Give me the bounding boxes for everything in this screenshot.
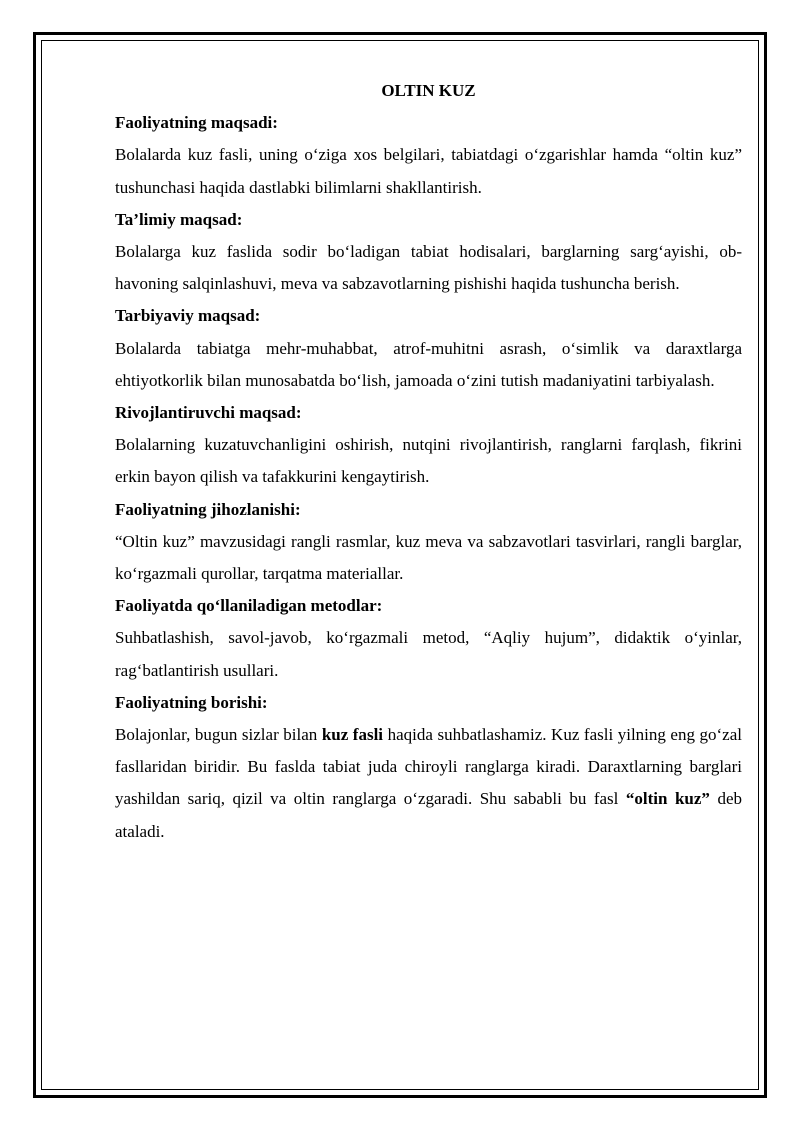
section-heading-developmental: Rivojlantiruvchi maqsad: [115,403,302,423]
section-heading-goal: Faoliyatning maqsadi: [115,113,278,133]
section-heading-process: Faoliyatning borishi: [115,692,268,712]
section-heading-equipment: Faoliyatning jihozlanishi: [115,499,301,519]
process-text-part3: deb ataladi. [115,789,742,841]
process-text-part2: haqida suhbatlashamiz. Kuz fasli yilning eng go‘zal fasllaridan biridir. Bu faslda tabiat juda chiroyli ranglarga kiradi. Daraxtlarning barglari yashildan sariq, qizil va oltin ranglarga o‘zgaradi. Shu sababli bu fasl [115,725,742,809]
document-title: OLTIN KUZ [381,81,476,100]
section-text-educational: Bolalarga kuz faslida sodir bo‘ladigan tabiat hodisalari, barglarning sarg‘ayishi, ob-havoning salqinlashuvi, meva va sabzavotlarning pishishi haqida tushuncha berish. [115,242,742,294]
document-body [115,75,742,848]
section-text-upbringing: Bolalarda tabiatga mehr-muhabbat, atrof-muhitni asrash, o‘simlik va daraxtlarga ehtiyotkorlik bilan munosabatda bo‘lish, jamoada o‘zini tutish madaniyatini tarbiyalash. [115,338,742,390]
process-bold-golden-autumn: “oltin kuz” [625,789,710,809]
process-bold-autumn: kuz fasli [321,725,384,745]
process-text-part1: Bolajonlar, bugun sizlar bilan [115,725,322,745]
section-text-methods: Suhbatlashish, savol-javob, ko‘rgazmali metod, “Aqliy hujum”, didaktik o‘yinlar, rag‘batlantirish usullari. [115,628,742,680]
section-text-goal: Bolalarda kuz fasli, uning o‘ziga xos belgilari, tabiatdagi o‘zgarishlar hamda “oltin kuz” tushunchasi haqida dastlabki bilimlarni shakllantirish. [115,145,742,197]
section-text-equipment: “Oltin kuz” mavzusidagi rangli rasmlar, kuz meva va sabzavotlari tasvirlari, rangli barglar, ko‘rgazmali qurollar, tarqatma materiallar. [115,531,742,584]
section-text-process [115,719,742,848]
section-heading-educational: Ta’limiy maqsad: [115,209,243,229]
section-heading-upbringing: Tarbiyaviy maqsad: [115,306,261,326]
section-text-developmental: Bolalarning kuzatuvchanligini oshirish, nutqini rivojlantirish, ranglarni farqlash, fikrini erkin bayon qilish va tafakkurini kengaytirish. [115,435,742,487]
section-heading-methods: Faoliyatda qo‘llaniladigan metodlar: [115,596,383,616]
